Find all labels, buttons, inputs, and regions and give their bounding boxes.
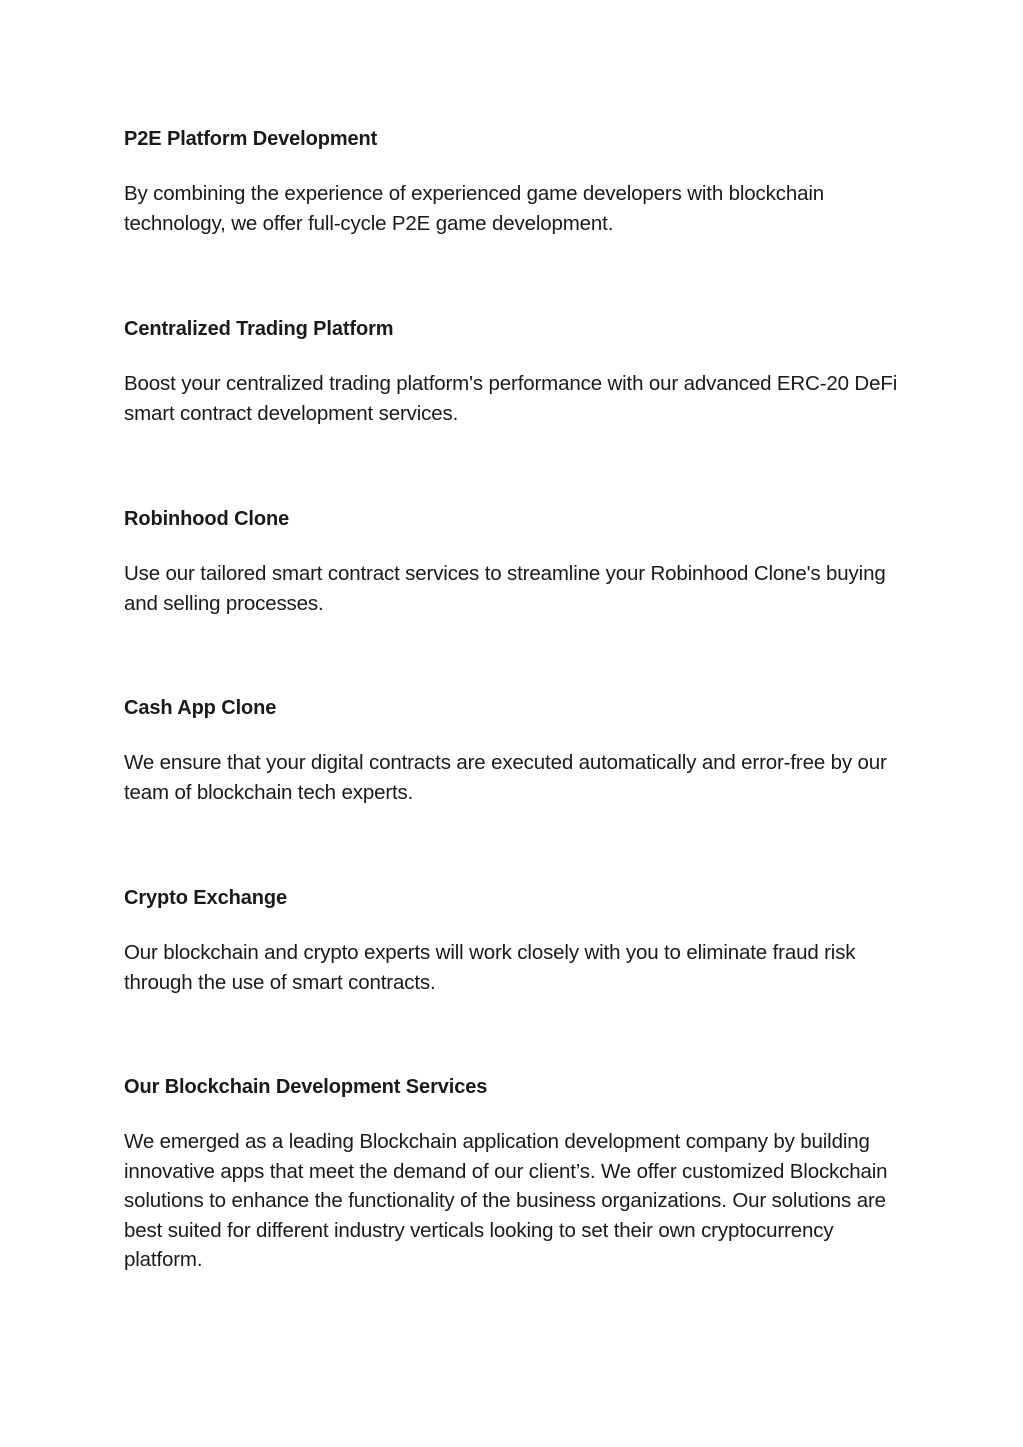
section-body: We emerged as a leading Blockchain application development company by building innovative apps that meet the demand of our client’s. We offer customized Blockchain solutions to enhance the functionality of the business organizations. Our solutions are best suited for different industry verticals looking to set their own cryptocurrency platform. bbox=[124, 1130, 888, 1271]
section-heading: Centralized Trading Platform bbox=[124, 318, 394, 340]
section-heading: P2E Platform Development bbox=[124, 128, 378, 150]
section-robinhood-clone bbox=[124, 506, 904, 618]
section-cash-app-clone bbox=[124, 695, 904, 807]
section-centralized-trading bbox=[124, 316, 904, 428]
section-heading: Crypto Exchange bbox=[124, 887, 287, 909]
section-heading: Our Blockchain Development Services bbox=[124, 1076, 488, 1098]
section-heading: Cash App Clone bbox=[124, 697, 277, 719]
section-body: We ensure that your digital contracts are executed automatically and error-free by our team of blockchain tech experts. bbox=[124, 751, 887, 804]
section-body: Boost your centralized trading platform's performance with our advanced ERC-20 DeFi smart contract development services. bbox=[124, 372, 898, 425]
section-crypto-exchange bbox=[124, 885, 904, 997]
section-body: By combining the experience of experienced game developers with blockchain technology, we offer full-cycle P2E game development. bbox=[124, 182, 824, 235]
section-heading: Robinhood Clone bbox=[124, 508, 290, 530]
section-body: Our blockchain and crypto experts will work closely with you to eliminate fraud risk through the use of smart contracts. bbox=[124, 941, 856, 994]
section-p2e-platform bbox=[124, 126, 904, 238]
section-body: Use our tailored smart contract services to streamline your Robinhood Clone's buying and selling processes. bbox=[124, 562, 886, 615]
section-blockchain-services bbox=[124, 1074, 904, 1275]
